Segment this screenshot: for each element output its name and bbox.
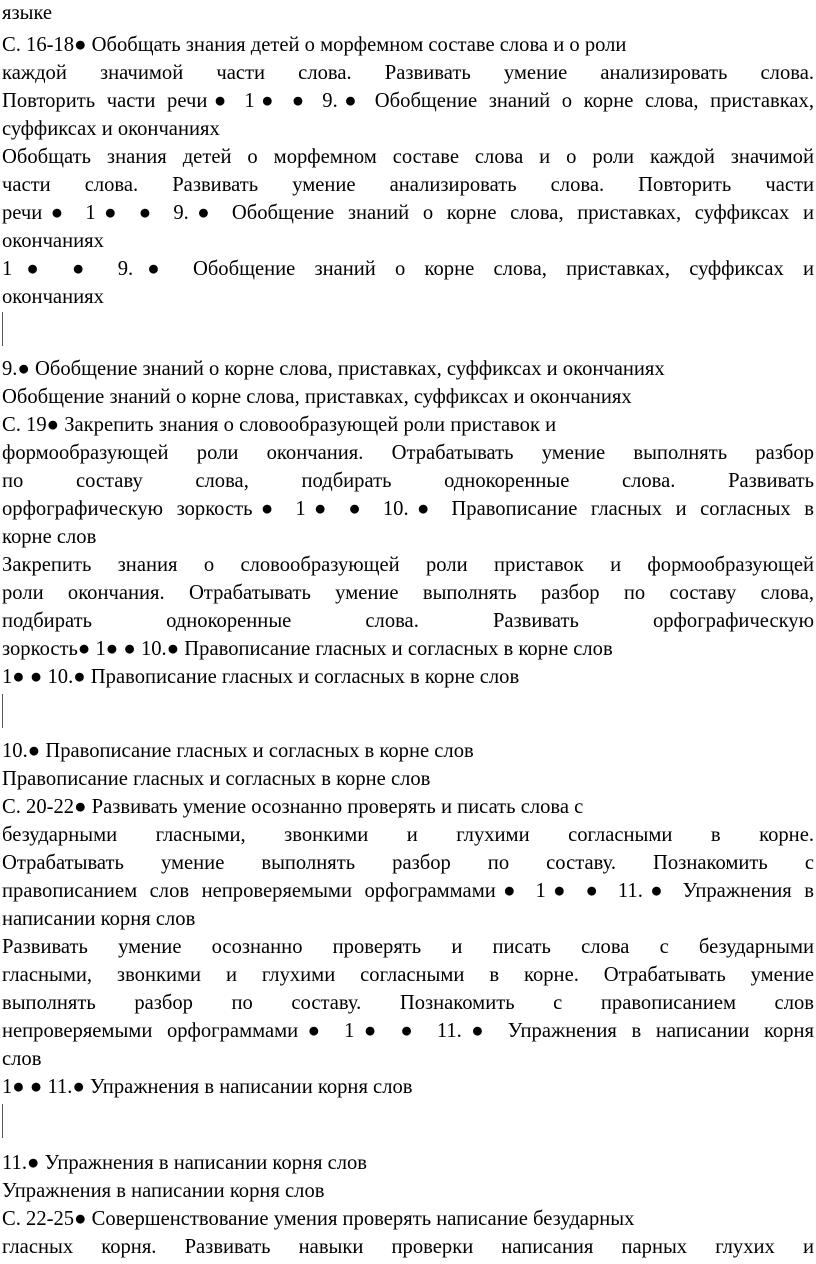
text-line: окончаниях [2, 230, 104, 252]
text-line: окончаниях [2, 286, 104, 308]
text-line: непроверяемыми орфограммами● 1● ● 11.● Упражнения в написании корня [2, 1020, 814, 1042]
text-line: Обобщение знаний о корне слова, приставках, суффиксах и окончаниях [2, 386, 632, 408]
text-line: выполнять разбор по составу. Познакомить с правописанием слов [2, 992, 814, 1014]
text-line: речи● 1● ● 9.● Обобщение знаний о корне слова, приставках, суффиксах и [2, 202, 814, 224]
text-line: слов [2, 1048, 42, 1070]
text-line: гласными, звонкими и глухими согласными в корне. Отрабатывать умение [2, 964, 814, 986]
text-cursor-bar [2, 1104, 3, 1138]
text-line: правописанием слов непроверяемыми орфограммами● 1● ● 11.● Упражнения в [2, 880, 814, 902]
text-line: языке [2, 2, 53, 24]
text-line: подбирать однокоренные слова. Развивать орфографическую [2, 610, 814, 632]
text-line: Правописание гласных и согласных в корне слов [2, 768, 431, 790]
text-line: Повторить части речи● 1● ● 9.● Обобщение знаний о корне слова, приставках, [2, 90, 814, 112]
text-line: 1● ● 11.● Упражнения в написании корня слов [2, 1076, 413, 1098]
text-line: зоркость● 1● ● 10.● Правописание гласных и согласных в корне слов [2, 638, 613, 660]
text-line: С. 20-22● Развивать умение осознанно проверять и писать слова с [2, 796, 584, 818]
text-line: по составу слова, подбирать однокоренные слова. Развивать [2, 470, 814, 492]
text-line: корне слов [2, 526, 97, 548]
text-line: суффиксах и окончаниях [2, 118, 220, 140]
text-line: 9.● Обобщение знаний о корне слова, приставках, суффиксах и окончаниях [2, 358, 665, 380]
text-line: роли окончания. Отрабатывать умение выполнять разбор по составу слова, [2, 582, 814, 604]
text-cursor-bar [2, 694, 3, 728]
text-line: орфографическую зоркость● 1● ● 10.● Правописание гласных и согласных в [2, 498, 814, 520]
text-line: С. 22-25● Совершенствование умения проверять написание безударных [2, 1208, 635, 1230]
text-line: С. 16-18● Обобщать знания детей о морфемном составе слова и о роли [2, 34, 627, 56]
text-line: 1● ● 10.● Правописание гласных и согласных в корне слов [2, 666, 520, 688]
text-line: Отрабатывать умение выполнять разбор по составу. Познакомить с [2, 852, 814, 874]
text-line: Закрепить знания о словообразующей роли приставок и формообразующей [2, 554, 814, 576]
text-line: написании корня слов [2, 908, 196, 930]
text-line: формообразующей роли окончания. Отрабатывать умение выполнять разбор [2, 442, 814, 464]
text-line: 10.● Правописание гласных и согласных в корне слов [2, 740, 474, 762]
text-line: Упражнения в написании корня слов [2, 1180, 325, 1202]
text-cursor-bar [2, 312, 3, 346]
text-line: 1● ● 9.● Обобщение знаний о корне слова, приставках, суффиксах и [2, 258, 814, 280]
text-line: С. 19● Закрепить знания о словообразующей роли приставок и [2, 414, 557, 436]
text-line: гласных корня. Развивать навыки проверки написания парных глухих и [2, 1236, 814, 1258]
text-line: 11.● Упражнения в написании корня слов [2, 1152, 368, 1174]
text-line: безударными гласными, звонкими и глухими согласными в корне. [2, 824, 814, 846]
text-line: части слова. Развивать умение анализировать слова. Повторить части [2, 174, 814, 196]
text-line: Развивать умение осознанно проверять и писать слова с безударными [2, 936, 814, 958]
text-line: Обобщать знания детей о морфемном составе слова и о роли каждой значимой [2, 146, 814, 168]
text-line: каждой значимой части слова. Развивать умение анализировать слова. [2, 62, 814, 84]
